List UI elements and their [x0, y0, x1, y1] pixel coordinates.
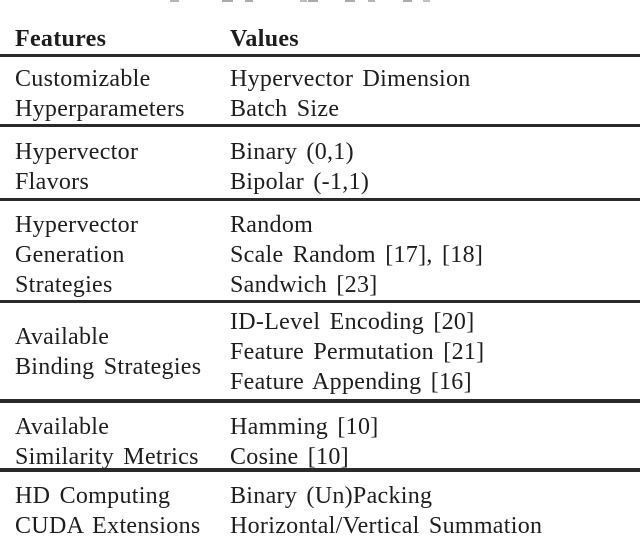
value-line: Hamming [10]: [230, 414, 379, 440]
value-line: Cosine [10]: [230, 444, 349, 470]
feature-line: Available: [15, 414, 110, 440]
feature-cell: [0, 137, 230, 197]
values-cell: [230, 64, 640, 124]
column-header-features: [0, 25, 230, 53]
feature-cell: [0, 64, 230, 124]
feature-line: Similarity Metrics: [15, 444, 199, 470]
table-header-row: [0, 4, 640, 57]
value-line: Feature Appending [16]: [230, 369, 472, 395]
feature-cell: [0, 481, 230, 538]
values-cell: [230, 210, 640, 300]
caption-speck: [345, 0, 355, 2]
caption-speck: [300, 0, 307, 2]
feature-line: Binding Strategies: [15, 354, 202, 380]
caption-speck: [423, 0, 430, 2]
features-values-table: [0, 4, 640, 537]
feature-line: CUDA Extensions: [15, 513, 201, 538]
feature-line: Customizable: [15, 66, 151, 92]
value-line: Bipolar (-1,1): [230, 169, 370, 195]
feature-line: Generation: [15, 242, 125, 268]
caption-speck: [308, 0, 318, 2]
table-row: [0, 57, 640, 127]
table-row: [0, 127, 640, 201]
feature-cell: [0, 210, 230, 300]
column-header-values: [230, 25, 640, 53]
caption-speck: [403, 0, 412, 2]
feature-line: Hypervector: [15, 212, 139, 238]
table-row: [0, 201, 640, 303]
caption-speck: [245, 0, 253, 2]
value-line: Random: [230, 212, 314, 238]
values-cell: [230, 137, 640, 197]
values-cell: [230, 412, 640, 472]
values-cell: [230, 307, 640, 397]
caption-speck: [222, 0, 233, 2]
value-line: Binary (0,1): [230, 139, 354, 165]
table-row: [0, 403, 640, 472]
value-line: Hypervector Dimension: [230, 66, 471, 92]
feature-cell: [0, 412, 230, 472]
caption-speck: [368, 0, 375, 2]
feature-line: HD Computing: [15, 483, 171, 509]
feature-line: Strategies: [15, 272, 113, 298]
feature-line: Available: [15, 324, 110, 350]
column-header-label: Values: [230, 26, 299, 52]
caption-speck: [170, 0, 179, 2]
table-row: [0, 472, 640, 537]
feature-cell: [0, 322, 230, 382]
value-line: ID-Level Encoding [20]: [230, 309, 475, 335]
feature-line: Hypervector: [15, 139, 139, 165]
value-line: Horizontal/Vertical Summation: [230, 513, 543, 538]
value-line: Batch Size: [230, 96, 340, 122]
value-line: Binary (Un)Packing: [230, 483, 433, 509]
value-line: Sandwich [23]: [230, 272, 378, 298]
values-cell: [230, 481, 640, 538]
feature-line: Hyperparameters: [15, 96, 185, 122]
feature-line: Flavors: [15, 169, 90, 195]
table-row: [0, 303, 640, 403]
value-line: Feature Permutation [21]: [230, 339, 485, 365]
column-header-label: Features: [15, 26, 107, 52]
value-line: Scale Random [17], [18]: [230, 242, 484, 268]
